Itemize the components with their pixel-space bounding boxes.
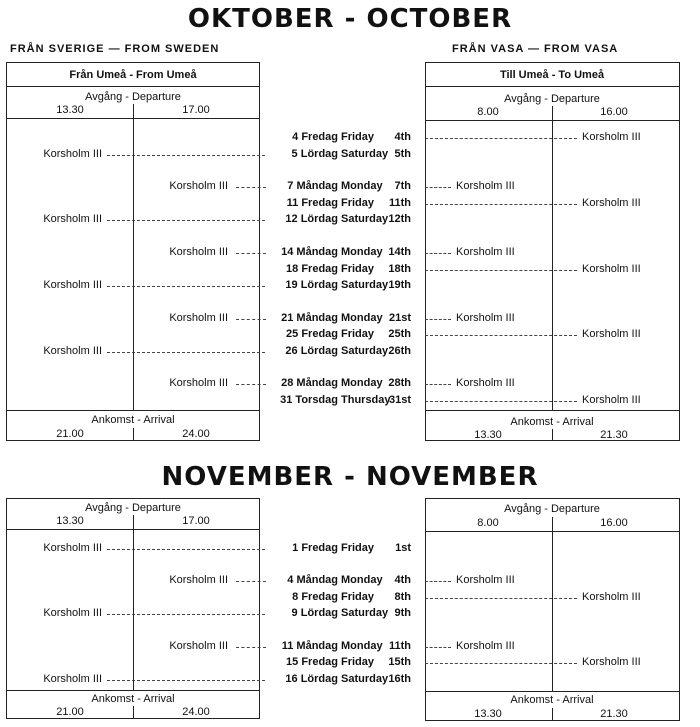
- ship-name: Korsholm III: [169, 574, 228, 586]
- leader-dots: [425, 647, 451, 648]
- day-en: Friday: [341, 328, 375, 340]
- ship-name: Korsholm III: [43, 673, 102, 685]
- day-sv: 26 Lördag: [285, 345, 338, 357]
- day-ordinal: 12th: [388, 213, 411, 225]
- day-en: Saturday: [341, 279, 389, 291]
- day-sv: 31 Torsdag: [280, 394, 338, 406]
- day-en: Friday: [341, 542, 375, 554]
- day-ordinal: 4th: [394, 574, 411, 586]
- ship-name: Korsholm III: [169, 377, 228, 389]
- day-sv: 1 Fredag: [292, 542, 338, 554]
- ship-name: Korsholm III: [43, 607, 102, 619]
- day-ordinal: 21st: [388, 312, 411, 324]
- day-ordinal: 18th: [388, 263, 411, 275]
- ship-name: Korsholm III: [456, 377, 515, 389]
- leader-dots: [425, 384, 451, 385]
- ship-name: Korsholm III: [456, 180, 515, 192]
- nov-left-dep-2: 17.00: [182, 515, 210, 527]
- oct-right-header: Till Umeå - To Umeå: [499, 69, 605, 81]
- day-ordinal: 8th: [394, 591, 411, 603]
- day-en: Monday: [341, 574, 383, 586]
- leader-dots: [107, 680, 265, 681]
- leader-dots: [425, 187, 451, 188]
- leader-dots: [107, 155, 265, 156]
- oct-right-dep-2: 16.00: [600, 106, 628, 118]
- ship-name: Korsholm III: [43, 345, 102, 357]
- leader-dots: [425, 581, 451, 582]
- nov-right-arr-2: 21.30: [600, 708, 628, 720]
- oct-right-departure: Avgång - Departure: [504, 93, 600, 105]
- day-ordinal: 15th: [388, 656, 411, 668]
- leader-dots: [107, 286, 265, 287]
- day-en: Thursday: [341, 394, 391, 406]
- leader-dots: [425, 204, 577, 205]
- day-sv: 14 Måndag: [281, 246, 338, 258]
- day-sv: 5 Lördag: [291, 148, 338, 160]
- ship-name: Korsholm III: [582, 591, 641, 603]
- leader-dots: [107, 352, 265, 353]
- leader-dots: [236, 581, 266, 582]
- day-sv: 11 Måndag: [281, 640, 338, 652]
- day-ordinal: 28th: [388, 377, 411, 389]
- day-en: Friday: [341, 263, 375, 275]
- oct-left-arr-2: 24.00: [182, 428, 210, 440]
- day-sv: 11 Fredag: [286, 197, 338, 209]
- oct-left-dep-2: 17.00: [182, 104, 210, 116]
- ship-name: Korsholm III: [456, 312, 515, 324]
- day-en: Saturday: [341, 607, 389, 619]
- day-ordinal: 1st: [395, 542, 411, 554]
- day-en: Monday: [341, 246, 383, 258]
- leader-dots: [425, 253, 451, 254]
- day-sv: 9 Lördag: [291, 607, 338, 619]
- leader-dots: [425, 401, 577, 402]
- nov-right-dep-1: 8.00: [477, 517, 499, 529]
- day-ordinal: 16th: [388, 673, 411, 685]
- day-ordinal: 31st: [388, 394, 411, 406]
- leader-dots: [107, 220, 265, 221]
- ship-name: Korsholm III: [43, 213, 102, 225]
- oct-left-dep-1: 13.30: [56, 104, 84, 116]
- day-ordinal: 11th: [388, 197, 411, 209]
- day-en: Friday: [341, 656, 375, 668]
- ship-name: Korsholm III: [582, 197, 641, 209]
- day-sv: 4 Måndag: [287, 574, 338, 586]
- day-sv: 28 Måndag: [281, 377, 338, 389]
- ship-name: Korsholm III: [456, 246, 515, 258]
- leader-dots: [236, 253, 266, 254]
- day-en: Friday: [341, 591, 375, 603]
- ship-name: Korsholm III: [582, 263, 641, 275]
- day-en: Saturday: [341, 673, 389, 685]
- ship-name: Korsholm III: [582, 131, 641, 143]
- day-en: Monday: [341, 377, 383, 389]
- day-en: Saturday: [341, 148, 389, 160]
- day-en: Monday: [341, 180, 383, 192]
- day-ordinal: 4th: [394, 131, 411, 143]
- leader-dots: [425, 663, 577, 664]
- leader-dots: [236, 187, 266, 188]
- day-ordinal: 14th: [388, 246, 411, 258]
- ship-name: Korsholm III: [456, 574, 515, 586]
- ship-name: Korsholm III: [582, 394, 641, 406]
- oct-right-dep-1: 8.00: [477, 106, 499, 118]
- leader-dots: [236, 319, 266, 320]
- ship-name: Korsholm III: [169, 180, 228, 192]
- leader-dots: [425, 270, 577, 271]
- day-en: Saturday: [341, 213, 389, 225]
- october-title: OKTOBER - OCTOBER: [187, 4, 513, 34]
- nov-right-arr-1: 13.30: [474, 708, 502, 720]
- day-sv: 12 Lördag: [285, 213, 338, 225]
- ship-name: Korsholm III: [582, 656, 641, 668]
- day-ordinal: 11th: [388, 640, 411, 652]
- oct-left-header: Från Umeå - From Umeå: [69, 69, 197, 81]
- leader-dots: [425, 138, 577, 139]
- nov-left-arr-2: 24.00: [182, 706, 210, 718]
- day-en: Monday: [341, 640, 383, 652]
- nov-left-arrival: Ankomst - Arrival: [91, 693, 175, 705]
- november-title: NOVEMBER - NOVEMBER: [161, 462, 539, 492]
- day-sv: 15 Fredag: [286, 656, 338, 668]
- day-en: Monday: [341, 312, 383, 324]
- leader-dots: [107, 549, 265, 550]
- ship-name: Korsholm III: [456, 640, 515, 652]
- nov-left-arr-1: 21.00: [56, 706, 84, 718]
- nov-left-departure: Avgång - Departure: [85, 502, 181, 514]
- day-ordinal: 19th: [388, 279, 411, 291]
- oct-left-arr-1: 21.00: [56, 428, 84, 440]
- ship-name: Korsholm III: [43, 542, 102, 554]
- oct-left-departure: Avgång - Departure: [85, 91, 181, 103]
- day-sv: 7 Måndag: [287, 180, 338, 192]
- ship-name: Korsholm III: [43, 148, 102, 160]
- from-sweden-label: FRÅN SVERIGE — FROM SWEDEN: [10, 43, 220, 55]
- day-ordinal: 25th: [388, 328, 411, 340]
- leader-dots: [425, 335, 577, 336]
- day-sv: 21 Måndag: [281, 312, 338, 324]
- day-sv: 18 Fredag: [286, 263, 338, 275]
- leader-dots: [236, 647, 266, 648]
- day-ordinal: 5th: [394, 148, 411, 160]
- oct-right-arr-1: 13.30: [474, 429, 502, 441]
- nov-left-dep-1: 13.30: [56, 515, 84, 527]
- oct-right-arrival: Ankomst - Arrival: [510, 416, 594, 428]
- day-sv: 25 Fredag: [286, 328, 338, 340]
- oct-left-arrival: Ankomst - Arrival: [91, 414, 175, 426]
- ship-name: Korsholm III: [169, 246, 228, 258]
- nov-right-dep-2: 16.00: [600, 517, 628, 529]
- ship-name: Korsholm III: [43, 279, 102, 291]
- day-en: Friday: [341, 131, 375, 143]
- nov-right-arrival: Ankomst - Arrival: [510, 694, 594, 706]
- leader-dots: [425, 598, 577, 599]
- day-en: Friday: [341, 197, 375, 209]
- ship-name: Korsholm III: [169, 640, 228, 652]
- day-sv: 16 Lördag: [285, 673, 338, 685]
- day-en: Saturday: [341, 345, 389, 357]
- ship-name: Korsholm III: [169, 312, 228, 324]
- day-ordinal: 9th: [394, 607, 411, 619]
- oct-right-arr-2: 21.30: [600, 429, 628, 441]
- day-ordinal: 7th: [394, 180, 411, 192]
- leader-dots: [425, 319, 451, 320]
- nov-right-departure: Avgång - Departure: [504, 503, 600, 515]
- ship-name: Korsholm III: [582, 328, 641, 340]
- leader-dots: [236, 384, 266, 385]
- leader-dots: [107, 614, 265, 615]
- day-sv: 8 Fredag: [292, 591, 338, 603]
- from-vasa-label: FRÅN VASA — FROM VASA: [452, 43, 619, 55]
- day-ordinal: 26th: [388, 345, 411, 357]
- day-sv: 4 Fredag: [292, 131, 338, 143]
- day-sv: 19 Lördag: [285, 279, 338, 291]
